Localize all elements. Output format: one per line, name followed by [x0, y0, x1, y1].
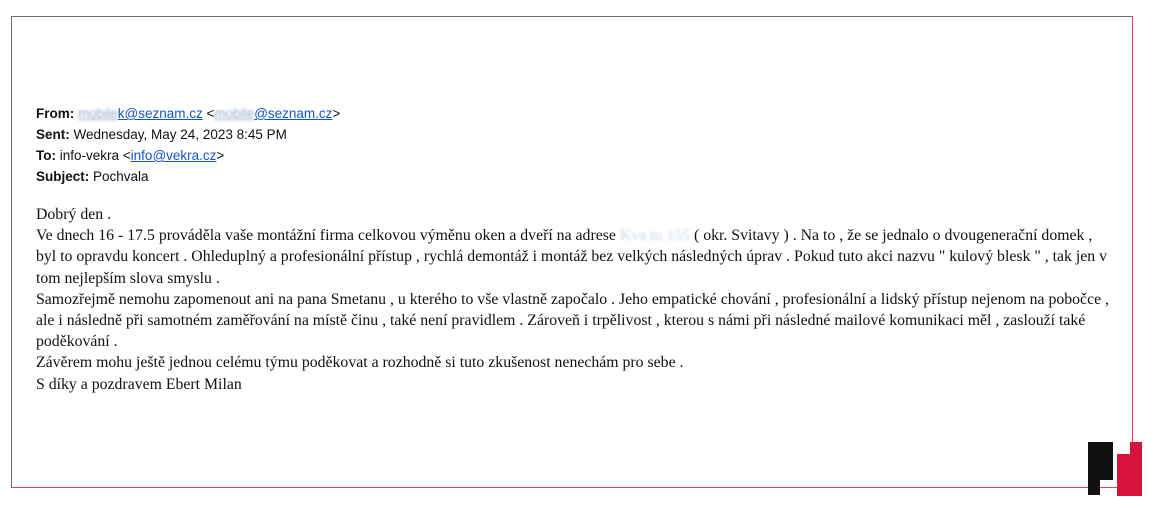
- from-link[interactable]: [78, 106, 203, 121]
- greeting: Dobrý den .: [36, 206, 112, 223]
- from-name-redacted: mobile: [78, 106, 118, 121]
- email-header: [36, 103, 340, 187]
- sent-label: Sent:: [36, 127, 70, 142]
- from-label: From:: [36, 106, 75, 121]
- to-label: To:: [36, 148, 56, 163]
- p1-before-address: Ve dnech 16 - 17.5 prováděla vaše montážní firma celkovou výměnu oken a dveří na adrese: [36, 227, 620, 245]
- message-body: [36, 204, 1116, 395]
- to-address-link[interactable]: info@vekra.cz: [130, 148, 217, 163]
- from-open: <: [202, 106, 215, 121]
- from-visible-domain: k@seznam.cz: [117, 106, 203, 121]
- from-address-domain: @seznam.cz: [254, 106, 333, 121]
- logo-black-shape: [1088, 442, 1113, 495]
- subject-row: [36, 166, 340, 187]
- sent-row: [36, 124, 340, 145]
- to-close: >: [216, 148, 225, 163]
- from-address-redacted: mobile: [214, 106, 255, 121]
- sent-value: Wednesday, May 24, 2023 8:45 PM: [69, 127, 287, 142]
- to-name: info-vekra <: [56, 148, 131, 163]
- logo-red-shape: [1117, 442, 1142, 496]
- subject-label: Subject:: [36, 169, 90, 184]
- paragraph-3: Závěrem mohu ještě jednou celému týmu poděkovat a rozhodně si tuto zkušenost nenechám pro sebe .: [36, 354, 684, 372]
- from-close: >: [332, 106, 341, 121]
- signature: S díky a pozdravem Ebert Milan: [36, 375, 242, 393]
- to-row: [36, 145, 340, 166]
- paragraph-1: [36, 225, 1116, 289]
- paragraph-2: Samozřejmě nemohu zapomenout ani na pana Smetanu , u kterého to vše vlastně započalo . Jeho empatické chování , profesionální a lidský přístup nejenom na pobočce , ale i následně při samotném zaměřování na místě činu , také není pravidlem . Zároveň i trpělivost , kterou s námi při následné mailové komunikaci měl , zaslouží také poděkování .: [36, 290, 1109, 351]
- from-row: [36, 103, 340, 124]
- from-address-link[interactable]: [214, 106, 332, 121]
- subject-value: Pochvala: [89, 169, 149, 184]
- vekra-logo-icon: [1088, 440, 1142, 496]
- address-redacted: Kva tu 155: [619, 227, 691, 245]
- p1-after-address: ( okr. Svitavy ) . Na to , že se jednalo o dvougenerační domek , byl to opravdu koncert . Ohleduplný a profesionální přístup , rychlá demontáž i montáž bez velkých následných úprav . Pokud tuto akci nazvu " kulový blesk " , tak jen v tom nejlepším slova smyslu .: [36, 227, 1108, 287]
